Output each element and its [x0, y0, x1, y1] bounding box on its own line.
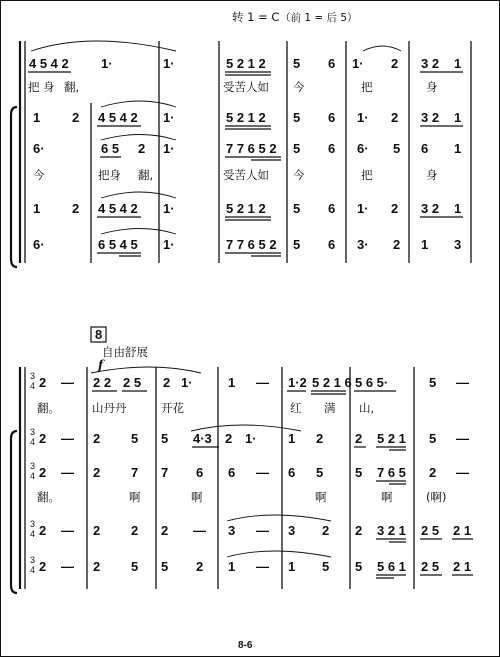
note: —: [61, 465, 74, 480]
note: 1·: [357, 110, 369, 125]
note: —: [61, 523, 74, 538]
note: 6: [288, 465, 296, 480]
page-number: 8-6: [238, 640, 253, 651]
note: 1·: [163, 141, 175, 156]
lyric: 把: [361, 80, 373, 94]
lyric: 身: [43, 80, 55, 94]
note: 5: [131, 431, 139, 446]
note: 2 5: [123, 375, 142, 390]
lyric: 满: [324, 401, 336, 415]
note: 5: [355, 465, 363, 480]
note: 2: [316, 431, 324, 446]
note: 6: [228, 465, 236, 480]
note: 6 5: [101, 141, 120, 156]
note: —: [193, 523, 206, 538]
note: 2: [138, 141, 146, 156]
note: 1: [454, 110, 462, 125]
note: 7: [131, 465, 139, 480]
note: 3: [454, 237, 462, 252]
lyric: 把: [361, 168, 373, 182]
svg-text:4: 4: [30, 437, 36, 447]
note: 1·: [245, 431, 257, 446]
note: 5: [322, 559, 330, 574]
note: 1: [288, 559, 296, 574]
note: 1·: [163, 201, 175, 216]
svg-text:4: 4: [30, 565, 36, 575]
note: 2: [93, 523, 101, 538]
note: 5: [316, 465, 324, 480]
svg-text:4: 4: [30, 529, 36, 539]
note: 2: [93, 431, 101, 446]
note: 1: [454, 201, 462, 216]
note: 5: [131, 559, 139, 574]
system-1-staff-4: [33, 192, 463, 220]
note: 6: [421, 141, 429, 156]
lyric: 把身: [98, 168, 121, 182]
lyric: 翻。: [37, 401, 60, 415]
note: 5: [161, 431, 169, 446]
note: 1·: [163, 56, 175, 71]
note: 4 5 4 2: [98, 110, 138, 125]
note: 2: [39, 431, 47, 446]
note: 1·: [352, 56, 364, 71]
note: —: [456, 431, 469, 446]
system-2-lyrics-2: [37, 490, 446, 504]
system-1-staff-1: [28, 41, 463, 75]
system-1-choir-bracket: [11, 107, 17, 267]
note: 6: [328, 56, 336, 71]
lyric: 把: [28, 80, 40, 94]
music-score: [1, 1, 500, 658]
note: 5 6 1: [377, 559, 406, 574]
note: 5: [293, 110, 301, 125]
lyric: 今: [293, 80, 305, 94]
svg-text:4: 4: [30, 471, 36, 481]
system-2-staff-5: [39, 551, 473, 578]
note: 2: [355, 431, 363, 446]
system-2-staff-3: [39, 465, 469, 484]
note: 5 2 1 6: [312, 375, 352, 390]
note: 1: [421, 237, 429, 252]
note: 2: [131, 523, 139, 538]
note: —: [61, 559, 74, 574]
note: 5 2 1 2: [226, 56, 266, 71]
system-2-choir-bracket: [11, 431, 17, 593]
note: 5: [293, 201, 301, 216]
note: 1·: [357, 201, 369, 216]
lyric: 山丹丹: [92, 401, 127, 415]
lyric: 山,: [359, 401, 375, 415]
system-1-lyrics-2: [33, 168, 438, 182]
note: 6: [196, 465, 204, 480]
lyric: 啊: [129, 490, 141, 504]
note: 1: [454, 56, 462, 71]
note: 5: [293, 141, 301, 156]
section-mark: 8: [95, 327, 103, 342]
lyric: (啊): [426, 490, 447, 504]
note: 2 1: [453, 523, 472, 538]
system-2-staff-2: [39, 425, 469, 450]
lyric: 身: [426, 80, 438, 94]
note: 7 6 5: [377, 465, 406, 480]
key-change-label: 转 1 = C: [232, 10, 280, 24]
note: 2: [322, 523, 330, 538]
note: 2: [225, 431, 233, 446]
lyric: 今: [293, 168, 305, 182]
note: 2: [39, 559, 47, 574]
system-2-staff-1: [39, 367, 469, 394]
note: 5: [161, 559, 169, 574]
note: 7 7 6 5 2: [226, 237, 277, 252]
note: 4·3: [193, 431, 212, 446]
note: 2: [393, 237, 401, 252]
lyric: 翻,: [64, 80, 80, 94]
note: 3: [288, 523, 296, 538]
lyric: 今: [33, 168, 45, 182]
lyric: 啊: [381, 490, 393, 504]
note: 5 2 1 2: [226, 201, 266, 216]
note: 1·2: [288, 375, 307, 390]
svg-text:3: 3: [30, 461, 36, 471]
note: 5: [393, 141, 401, 156]
note: 5: [429, 375, 437, 390]
note: 2: [163, 375, 171, 390]
system-1-lyrics-1: [28, 80, 438, 94]
note: 6·: [33, 237, 45, 252]
note: 4 5 4 2: [98, 201, 138, 216]
lyric: 身: [426, 168, 438, 182]
system-1-staff-5: [33, 229, 461, 257]
note: 6: [328, 201, 336, 216]
key-note-label: （前 1 = 后 5）: [280, 12, 358, 24]
note: 2: [355, 523, 363, 538]
note: 1: [228, 559, 236, 574]
lyric: 翻,: [138, 168, 154, 182]
note: 5: [355, 559, 363, 574]
note: 1·: [181, 375, 193, 390]
note: 6·: [33, 141, 45, 156]
note: 6 5 4 5: [98, 237, 138, 252]
note: 1: [228, 375, 236, 390]
svg-text:3: 3: [30, 555, 36, 565]
note: 6·: [357, 141, 369, 156]
note: 1: [33, 201, 41, 216]
note: 3 2: [421, 56, 440, 71]
note: 5 6 5·: [355, 375, 389, 390]
note: 4 5 4 2: [29, 56, 69, 71]
note: —: [256, 465, 269, 480]
svg-text:3: 3: [30, 371, 36, 381]
svg-text:3: 3: [30, 519, 36, 529]
note: 2: [39, 465, 47, 480]
svg-text:3: 3: [30, 427, 36, 437]
system-2-time-signatures: [30, 371, 35, 575]
note: 5: [293, 56, 301, 71]
note: 1: [288, 431, 296, 446]
lyric: 啊: [191, 490, 203, 504]
note: 6: [328, 110, 336, 125]
note: —: [456, 465, 469, 480]
lyric: 开花: [161, 401, 184, 415]
note: 1: [454, 141, 462, 156]
note: 2 5: [421, 559, 440, 574]
note: 2: [391, 110, 399, 125]
lyric: 翻。: [37, 490, 60, 504]
note: 2: [196, 559, 204, 574]
note: —: [61, 431, 74, 446]
note: 2 1: [453, 559, 472, 574]
note: 3·: [357, 237, 369, 252]
note: 2: [39, 523, 47, 538]
note: 3 2: [421, 110, 440, 125]
note: —: [456, 375, 469, 390]
note: 2: [93, 465, 101, 480]
note: 1·: [101, 56, 113, 71]
system-1-staff-2: [33, 101, 463, 129]
lyric: 红: [290, 401, 302, 415]
note: 3: [228, 523, 236, 538]
note: 7: [161, 465, 169, 480]
note: —: [256, 375, 269, 390]
note: 2: [39, 375, 47, 390]
note: 5: [293, 237, 301, 252]
note: 2: [72, 201, 80, 216]
note: 5: [429, 431, 437, 446]
system-2-staff-4: [39, 515, 473, 542]
svg-text:4: 4: [30, 381, 36, 391]
note: 1: [33, 110, 41, 125]
lyric: 啊: [315, 490, 327, 504]
note: 2: [391, 201, 399, 216]
note: 5 2 1: [377, 431, 406, 446]
note: 1·: [163, 237, 175, 252]
note: 1·: [163, 110, 175, 125]
note: 3 2: [421, 201, 440, 216]
lyric: 受苦人如: [223, 80, 269, 94]
note: —: [256, 559, 269, 574]
note: 2 5: [421, 523, 440, 538]
system-1-staff-3: [33, 135, 461, 161]
note: 7 7 6 5 2: [226, 141, 277, 156]
note: 6: [328, 237, 336, 252]
lyric: 受苦人如: [223, 168, 269, 182]
note: 2: [161, 523, 169, 538]
note: 2: [391, 56, 399, 71]
dynamic-marking: f: [98, 358, 104, 372]
note: 6: [328, 141, 336, 156]
note: 2: [429, 465, 437, 480]
note: 3 2 1: [377, 523, 406, 538]
note: —: [61, 375, 74, 390]
note: —: [256, 523, 269, 538]
note: 2: [72, 110, 80, 125]
note: 5 2 1 2: [226, 110, 266, 125]
note: 2 2: [93, 375, 112, 390]
tempo-marking: 自由舒展: [102, 345, 148, 359]
note: 2: [93, 559, 101, 574]
